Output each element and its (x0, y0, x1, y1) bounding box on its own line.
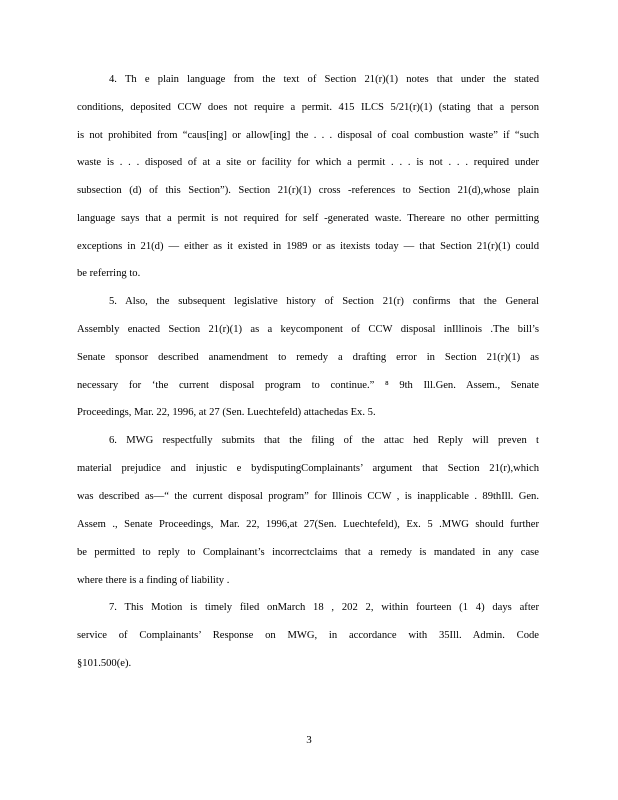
paragraph-line: Proceedings, Mar. 22, 1996, at 27 (Sen. Luechtefeld) attachedas Ex. 5. (77, 407, 376, 418)
paragraph-line: 5. Also, the subsequent legislative history of Section 21(r) confirms that the General (109, 296, 539, 307)
paragraph-line: service of Complainants’ Response on MWG, in accordance with 35Ill. Admin. Code (77, 630, 539, 641)
paragraph-line: is not prohibited from “caus[ing] or allow[ing] the . . . disposal of coal combustion waste” if “such (77, 130, 539, 141)
paragraph-line: 6. MWG respectfully submits that the filing of the attac hed Reply will preven t (109, 435, 539, 446)
paragraph-line: waste is . . . disposed of at a site or facility for which a permit . . . is not . . . required under (77, 157, 539, 168)
paragraph-line: be referring to. (77, 268, 141, 279)
paragraph-line: Senate sponsor described anamendment to remedy a drafting error in Section 21(r)(1) as (77, 352, 539, 363)
paragraph-line: 4. Th e plain language from the text of Section 21(r)(1) notes that under the stated (109, 74, 539, 85)
paragraph-line: Assembly enacted Section 21(r)(1) as a keycomponent of CCW disposal inIllinois .The bill’s (77, 324, 539, 335)
paragraph-line: necessary for ‘the current disposal program to continue.” ⁸ 9th Ill.Gen. Assem., Senate (77, 380, 539, 391)
paragraph-line: exceptions in 21(d) — either as it existed in 1989 or as itexists today — that Section 21(r)(1) could (77, 241, 539, 252)
paragraph-line: Assem ., Senate Proceedings, Mar. 22, 1996,at 27(Sen. Luechtefeld), Ex. 5 .MWG should further (77, 519, 539, 530)
page-number: 3 (306, 734, 312, 746)
paragraph-line: §101.500(e). (77, 658, 132, 669)
paragraph-line: conditions, deposited CCW does not require a permit. 415 ILCS 5/21(r)(1) (stating that a person (77, 102, 539, 113)
paragraph-line: language says that a permit is not required for self -generated waste. Thereare no other permitting (77, 213, 539, 224)
paragraph-line: subsection (d) of this Section”). Section 21(r)(1) cross -references to Section 21(d),whose plain (77, 185, 539, 196)
paragraph-line: 7. This Motion is timely filed onMarch 18 , 202 2, within fourteen (1 4) days after (109, 602, 539, 613)
paragraph-line: where there is a finding of liability . (77, 575, 230, 586)
paragraph-line: was described as—“ the current disposal program” for Illinois CCW , is inapplicable . 89thIll. Gen. (77, 491, 539, 502)
paragraph-line: be permitted to reply to Complainant’s incorrectclaims that a remedy is mandated in any case (77, 547, 539, 558)
paragraph-line: material prejudice and injustic e bydisputingComplainants’ argument that Section 21(r),which (77, 463, 539, 474)
